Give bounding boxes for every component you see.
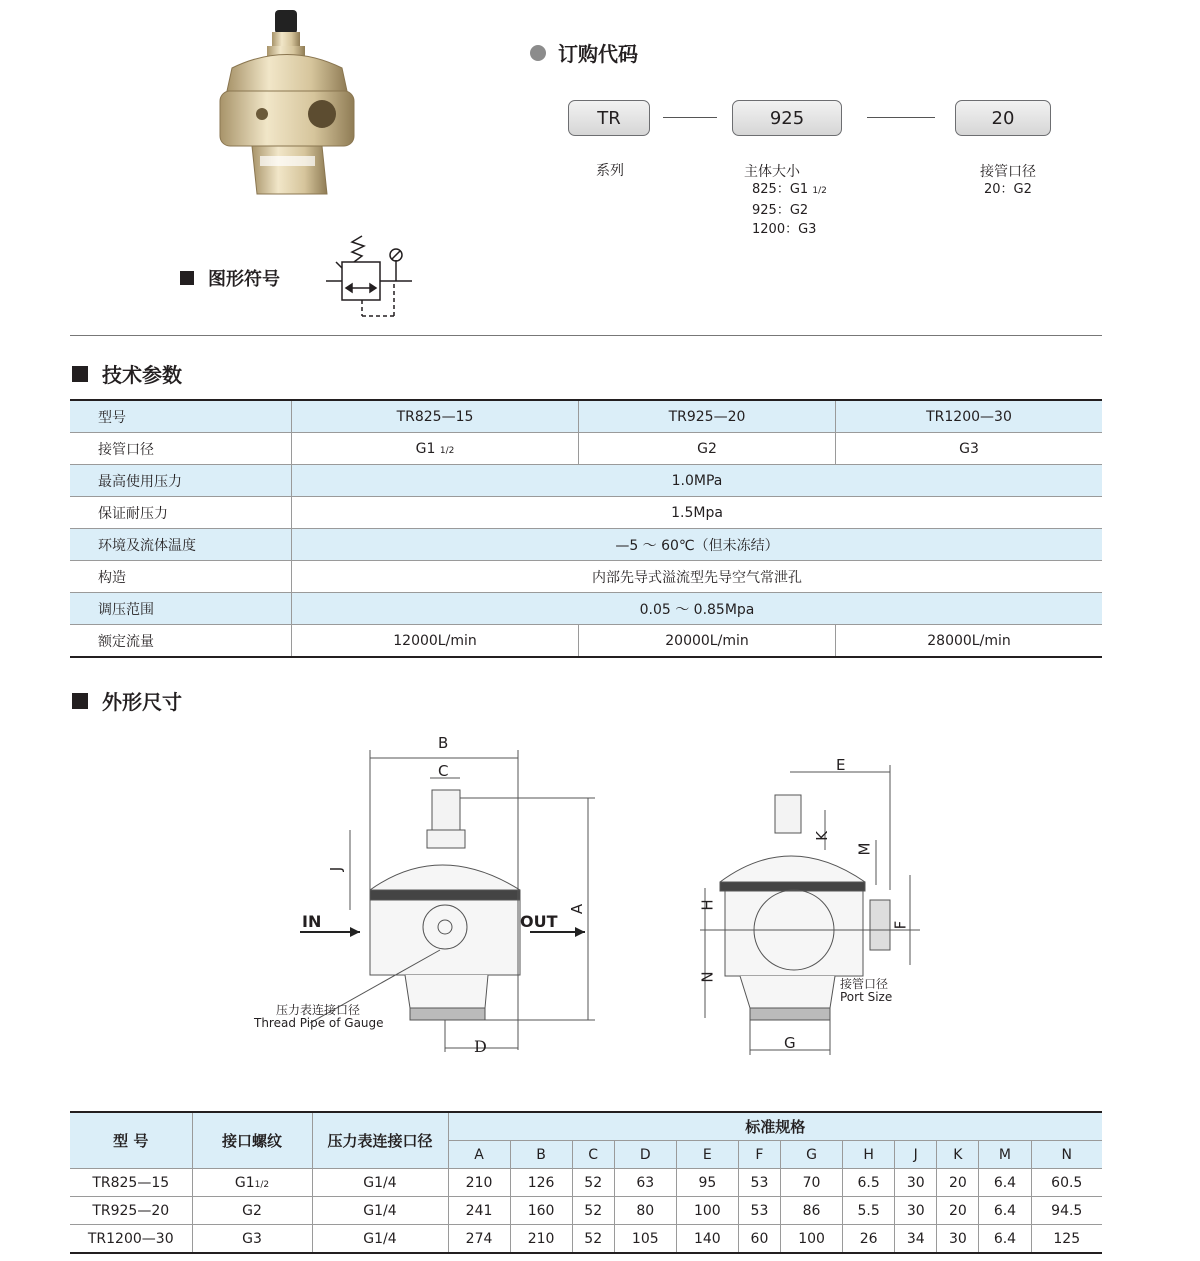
row-label: 调压范围 — [70, 593, 292, 625]
col-header: M — [979, 1141, 1031, 1169]
port-size-option: 20：G2 — [984, 182, 1032, 197]
side-view-drawing — [690, 750, 930, 1060]
row-label: 额定流量 — [70, 625, 292, 658]
dim-label-g: G — [784, 1034, 796, 1052]
dim-label-k: K — [812, 831, 831, 841]
cell: G3 — [836, 433, 1103, 465]
col-header: J — [895, 1141, 937, 1169]
cell: 52 — [572, 1197, 614, 1225]
row-label: 保证耐压力 — [70, 497, 292, 529]
row-label: 最高使用压力 — [70, 465, 292, 497]
col-header: N — [1031, 1141, 1102, 1169]
cell: 20 — [937, 1197, 979, 1225]
cell: 210 — [510, 1225, 572, 1254]
dim-label-h: H — [698, 899, 717, 911]
header-gauge: 压力表连接口径 — [312, 1112, 448, 1169]
model-header: TR1200—30 — [836, 400, 1103, 433]
spec-table — [70, 399, 1102, 658]
cell-thread: G11/2 — [192, 1169, 312, 1197]
dim-label-j: J — [327, 866, 346, 872]
cell: 26 — [843, 1225, 895, 1254]
cell: 100 — [676, 1197, 738, 1225]
cell: 94.5 — [1031, 1197, 1102, 1225]
cell: 105 — [614, 1225, 676, 1254]
col-header: G — [781, 1141, 843, 1169]
cell: 6.5 — [843, 1169, 895, 1197]
cell-thread: G3 — [192, 1225, 312, 1254]
square-bullet-icon — [72, 693, 88, 709]
code-connector — [663, 117, 717, 118]
port-size-en: Port Size — [840, 990, 893, 1004]
cell: 125 — [1031, 1225, 1102, 1254]
cell: 70 — [781, 1169, 843, 1197]
cell-model: TR1200—30 — [70, 1225, 192, 1254]
model-header: TR925—20 — [579, 400, 836, 433]
cell: 1.5Mpa — [292, 497, 1103, 529]
col-header: K — [937, 1141, 979, 1169]
tech-params-heading: 技术参数 — [72, 359, 182, 388]
cell: G2 — [579, 433, 836, 465]
table-header-row — [70, 1112, 1102, 1141]
dim-label-b: B — [438, 734, 449, 752]
divider — [70, 335, 1102, 336]
cell: 30 — [895, 1169, 937, 1197]
cell: 86 — [781, 1197, 843, 1225]
body-option: 925：G2 — [752, 203, 809, 218]
dimension-table — [70, 1111, 1102, 1254]
cell: 30 — [937, 1225, 979, 1254]
body-size-label: 主体大小 — [744, 164, 800, 180]
cell: 210 — [448, 1169, 510, 1197]
regulator-symbol-icon — [322, 232, 418, 320]
header-model: 型 号 — [70, 1112, 192, 1169]
cell: 20 — [937, 1169, 979, 1197]
model-header: TR825—15 — [292, 400, 579, 433]
cell: 52 — [572, 1225, 614, 1254]
square-bullet-icon — [72, 366, 88, 382]
cell: 12000L/min — [292, 625, 579, 658]
table-row — [70, 1197, 1102, 1225]
cell: —5 ～ 60℃（但未冻结） — [292, 529, 1103, 561]
col-header: D — [614, 1141, 676, 1169]
cell: G1 1/2 — [292, 433, 579, 465]
cell-gauge: G1/4 — [312, 1225, 448, 1254]
gauge-label-cn: 压力表连接口径 — [276, 1003, 361, 1017]
cell: 95 — [676, 1169, 738, 1197]
cell: 100 — [781, 1225, 843, 1254]
col-header: H — [843, 1141, 895, 1169]
col-header: F — [738, 1141, 780, 1169]
bullet-icon — [530, 45, 546, 61]
cell: 241 — [448, 1197, 510, 1225]
cell-model: TR825—15 — [70, 1169, 192, 1197]
cell: 52 — [572, 1169, 614, 1197]
cell: 0.05 ～ 0.85Mpa — [292, 593, 1103, 625]
body-option: 825：G1 1/2 — [752, 182, 827, 197]
table-row — [70, 465, 1102, 497]
cell: 140 — [676, 1225, 738, 1254]
code-box-series: TR — [568, 100, 650, 136]
symbol-heading: 图形符号 — [180, 265, 280, 291]
col-header: B — [510, 1141, 572, 1169]
cell: 60.5 — [1031, 1169, 1102, 1197]
col-header: E — [676, 1141, 738, 1169]
cell-model: TR925—20 — [70, 1197, 192, 1225]
table-row — [70, 529, 1102, 561]
dim-label-m: M — [855, 842, 874, 856]
col-header: A — [448, 1141, 510, 1169]
in-label: IN — [302, 912, 322, 931]
cell: 80 — [614, 1197, 676, 1225]
code-box-port: 20 — [955, 100, 1051, 136]
cell: 1.0MPa — [292, 465, 1103, 497]
cell: 30 — [895, 1197, 937, 1225]
cell: 53 — [738, 1197, 780, 1225]
cell: 6.4 — [979, 1169, 1031, 1197]
table-row — [70, 561, 1102, 593]
cell: 274 — [448, 1225, 510, 1254]
gauge-label-en: Thread Pipe of Gauge — [254, 1016, 384, 1030]
dim-label-n: N — [698, 971, 717, 983]
dim-label-d: D — [474, 1037, 487, 1056]
table-row — [70, 400, 1102, 433]
header-thread: 接口螺纹 — [192, 1112, 312, 1169]
row-label: 接管口径 — [70, 433, 292, 465]
out-label: OUT — [520, 912, 558, 931]
table-row — [70, 593, 1102, 625]
dim-label-e: E — [836, 756, 846, 774]
port-size-cn: 接管口径 — [840, 977, 889, 991]
table-row — [70, 433, 1102, 465]
cell-gauge: G1/4 — [312, 1197, 448, 1225]
cell: 20000L/min — [579, 625, 836, 658]
body-option: 1200：G3 — [752, 222, 817, 237]
cell: 60 — [738, 1225, 780, 1254]
cell: 5.5 — [843, 1197, 895, 1225]
table-row — [70, 625, 1102, 658]
cell-gauge: G1/4 — [312, 1169, 448, 1197]
col-header: C — [572, 1141, 614, 1169]
table-row — [70, 1225, 1102, 1254]
cell: 内部先导式溢流型先导空气常泄孔 — [292, 561, 1103, 593]
dim-label-f: F — [891, 920, 910, 930]
cell: 63 — [614, 1169, 676, 1197]
dim-label-a: A — [568, 903, 587, 915]
order-code-title: 订购代码 — [530, 38, 638, 67]
square-bullet-icon — [180, 271, 194, 285]
table-row — [70, 497, 1102, 529]
table-row — [70, 1169, 1102, 1197]
body-size-options — [752, 180, 827, 239]
cell: 34 — [895, 1225, 937, 1254]
port-size-label: 接管口径 — [980, 164, 1036, 180]
code-box-body: 925 — [732, 100, 842, 136]
cell: 53 — [738, 1169, 780, 1197]
dimensions-heading: 外形尺寸 — [72, 686, 182, 715]
cell: 160 — [510, 1197, 572, 1225]
row-label: 构造 — [70, 561, 292, 593]
code-connector — [867, 117, 935, 118]
header-standard: 标准规格 — [448, 1112, 1102, 1141]
cell: 126 — [510, 1169, 572, 1197]
cell-thread: G2 — [192, 1197, 312, 1225]
row-label: 环境及流体温度 — [70, 529, 292, 561]
series-label: 系列 — [596, 163, 624, 179]
row-label: 型号 — [70, 400, 292, 433]
dim-label-c: C — [438, 762, 449, 780]
cell: 6.4 — [979, 1197, 1031, 1225]
cell: 28000L/min — [836, 625, 1103, 658]
product-photo — [212, 6, 362, 201]
cell: 6.4 — [979, 1225, 1031, 1254]
